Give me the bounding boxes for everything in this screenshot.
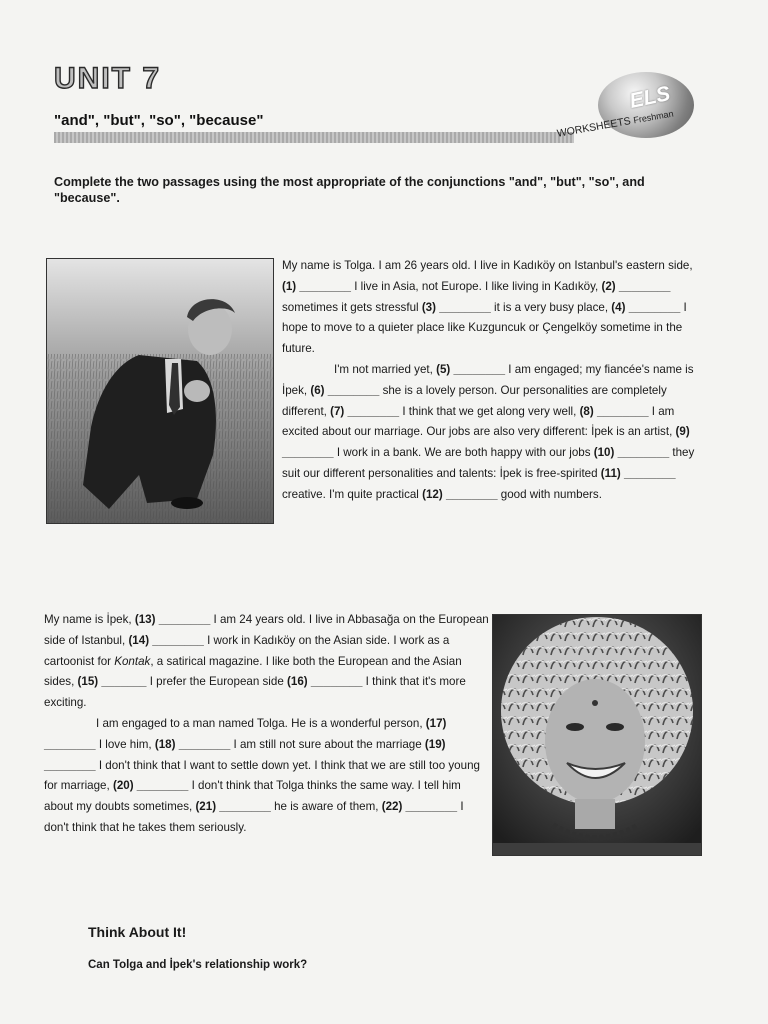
text-segment: I am engaged; my fiancée's name is İpek,: [282, 362, 694, 397]
els-logo-text: ELS: [627, 82, 673, 114]
instructions: Complete the two passages using the most appropriate of the conjunctions "and", "but", "so", and "because".: [54, 175, 645, 205]
text-segment: I don't think that he takes them seriously.: [44, 800, 464, 834]
text-segment: I work in Kadıköy on the Asian side. I work as a cartoonist for: [44, 633, 450, 668]
blank-20: (20) ________: [112, 779, 189, 793]
text-segment: I am excited about our marriage. Our jobs are also very different: İpek is an artist,: [282, 404, 676, 439]
passage-tolga-paragraph-1: [282, 256, 698, 360]
text-segment: I'm not married yet,: [334, 362, 437, 376]
blank-12: (12) ________: [422, 487, 498, 501]
text-segment: I prefer the European side: [146, 675, 288, 689]
photo-ipek: [492, 614, 702, 856]
text-segment: I work in a bank. We are both happy with our jobs: [333, 446, 594, 460]
blank-17: (17) ________: [44, 716, 447, 751]
text-segment: I think that it's more exciting.: [44, 675, 466, 710]
logo-caption-small: Freshman: [632, 108, 675, 126]
think-about-it-heading: Think About It!: [88, 924, 187, 940]
blank-6: (6) ________: [310, 383, 380, 397]
text-segment: sometimes it gets stressful: [282, 300, 422, 314]
text-segment: My name is Tolga. I am 26 years old. I live in Kadıköy on Istanbul's eastern side,: [282, 259, 693, 272]
text-segment: it is a very busy place,: [490, 300, 612, 314]
blank-16: (16) ________: [287, 675, 363, 689]
unit-title: UNIT 7: [54, 62, 162, 95]
title-underline-bar: [54, 132, 574, 143]
text-segment: they suit our different personalities and talents: İpek is free-spirited: [282, 446, 695, 480]
text-segment: I don't think that I want to settle down yet. I think that we are still too young for marriage,: [44, 758, 480, 793]
blank-11: (11) ________: [600, 466, 676, 480]
blank-10: (10) ________: [593, 446, 670, 460]
blank-8: (8) ________: [579, 404, 649, 418]
passage-ipek: [44, 610, 490, 839]
passage-ipek-paragraph-2: [44, 714, 490, 839]
text-segment: creative. I'm quite practical: [282, 487, 423, 501]
passage-tolga-paragraph-2: [282, 360, 698, 506]
passage-ipek-paragraph-1: [44, 610, 490, 714]
text-segment: I don't think that Tolga thinks the same way. I tell him about my doubts sometimes,: [44, 779, 461, 814]
blank-15: (15) _______: [77, 675, 147, 689]
text-segment: he is aware of them,: [270, 800, 382, 814]
blank-14: (14) ________: [128, 633, 204, 647]
blank-2: (2) ________: [601, 279, 671, 293]
blank-18: (18) ________: [154, 737, 231, 751]
blank-13: (13) ________: [134, 613, 211, 626]
blank-1: (1) ________: [282, 279, 351, 293]
blank-22: (22) ________: [381, 800, 458, 814]
magazine-name: Kontak: [114, 654, 151, 668]
blank-21: (21) ________: [195, 800, 271, 814]
logo-caption-main: WORKSHEETS: [556, 115, 632, 140]
text-segment: I am still not sure about the marriage: [230, 737, 425, 751]
blank-5: (5) ________: [436, 362, 506, 376]
photo-ipek-image: [493, 615, 701, 855]
blank-9: (9) ________: [282, 425, 690, 460]
passage-tolga: [282, 256, 698, 506]
text-segment: I am 24 years old. I live in Abbasağa on the European side of Istanbul,: [44, 613, 489, 647]
text-segment: I live in Asia, not Europe. I like living in Kadıköy,: [350, 279, 602, 293]
blank-3: (3) ________: [421, 300, 491, 314]
text-segment: I love him,: [95, 737, 155, 751]
blank-7: (7) ________: [330, 404, 400, 418]
text-segment: I hope to move to a quieter place like Kuzguncuk or Çengelköy sometime in the future.: [282, 300, 687, 356]
blank-19: (19) ________: [44, 737, 446, 772]
text-segment: , a satirical magazine. I like both the European and the Asian sides,: [44, 654, 462, 689]
text-segment: good with numbers.: [497, 487, 602, 501]
text-segment: My name is İpek,: [44, 613, 135, 626]
unit-subtitle: "and", "but", "so", "because": [54, 112, 264, 129]
photo-tolga: [46, 258, 274, 524]
think-about-it-question: Can Tolga and İpek's relationship work?: [88, 959, 308, 971]
photo-tolga-image: [47, 259, 273, 523]
text-segment: I think that we get along very well,: [399, 404, 580, 418]
text-segment: she is a lovely person. Our personalities are completely different,: [282, 383, 667, 418]
blank-4: (4) ________: [611, 300, 681, 314]
text-segment: I am engaged to a man named Tolga. He is a wonderful person,: [96, 716, 426, 730]
